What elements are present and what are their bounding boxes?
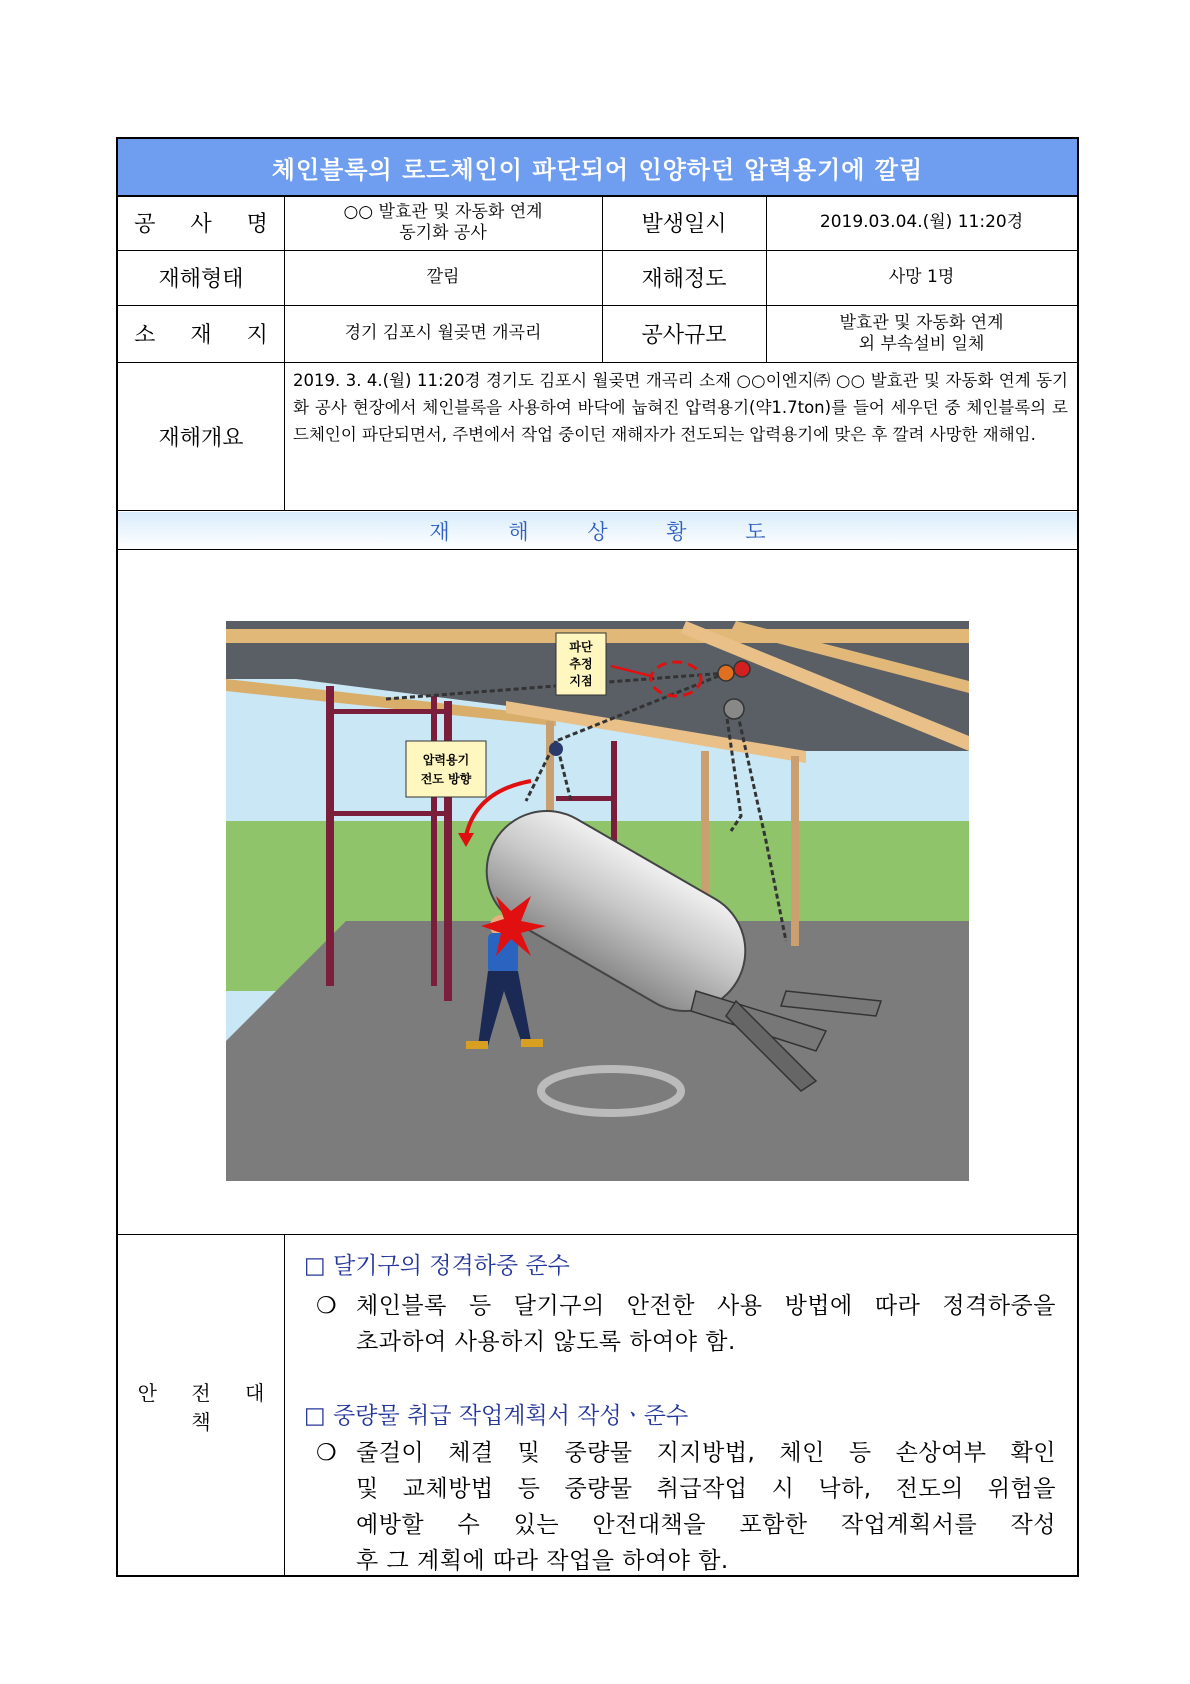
summary-label-cell — [118, 362, 284, 510]
safety-bullet-2-line-4: 후 그 계획에 따라 작업을 하여야 함. — [356, 1548, 729, 1574]
report-title: 체인블록의 로드체인이 파단되어 인양하던 압력용기에 깔림 — [271, 155, 924, 184]
severity-value-cell — [766, 250, 1077, 305]
row-divider — [118, 549, 1077, 550]
bullet-mark: ❍ — [316, 1293, 338, 1319]
type-value: 깔림 — [426, 267, 460, 287]
chain-block-hook — [718, 665, 734, 681]
fall-callout-line-1: 압력용기 — [422, 753, 470, 767]
severity-value: 사망 1명 — [888, 267, 955, 287]
col-divider — [284, 1234, 285, 1577]
scale-label: 공사규모 — [641, 323, 727, 348]
type-label: 재해형태 — [158, 267, 244, 292]
summary-label: 재해개요 — [158, 425, 244, 451]
date-label: 발생일시 — [641, 212, 727, 237]
project-name-label-cell — [118, 195, 284, 250]
bullet-mark: ❍ — [316, 1440, 338, 1466]
safety-bullet-1-line-1: 체인블록 등 달기구의 안전한 사용 방법에 따라 정격하중을 — [356, 1293, 1056, 1319]
project-name-label: 공 사 명 — [134, 212, 282, 237]
safety-heading-2: □ 중량물 취급 작업계획서 작성ㆍ준수 — [304, 1403, 689, 1429]
date-label-cell — [602, 195, 766, 250]
safety-bullet-1-line-2: 초과하여 사용하지 않도록 하여야 함. — [356, 1329, 736, 1355]
fall-callout-box — [406, 741, 486, 797]
scale-value-cell — [766, 305, 1077, 362]
project-name-value-line-1: ○○ 발효관 및 자동화 연계 — [343, 201, 543, 222]
break-callout-line-2: 추정 — [569, 657, 593, 671]
type-value-cell — [284, 250, 602, 305]
title-bar — [118, 139, 1077, 197]
safety-heading-1: □ 달기구의 정격하중 준수 — [304, 1253, 570, 1279]
fall-callout-line-2: 전도 방향 — [420, 772, 472, 786]
safety-bullet-2-line-3: 예방할 수 있는 안전대책을 포함한 작업계획서를 작성 — [356, 1512, 1056, 1538]
location-label: 소 재 지 — [134, 323, 282, 348]
scale-value-line-1: 발효관 및 자동화 연계 — [839, 312, 1004, 333]
steel-column — [431, 696, 437, 986]
timber-column — [791, 756, 799, 946]
safety-bullet-2-line-2: 및 교체방법 등 중량물 취급작업 시 낙하, 전도의 위험을 — [356, 1476, 1056, 1502]
scale-label-cell — [602, 305, 766, 362]
severity-label-cell — [602, 250, 766, 305]
scale-value-line-2: 외 부속설비 일체 — [858, 333, 985, 354]
steel-brace — [556, 796, 611, 801]
trolley-hoist — [549, 742, 563, 756]
project-name-value-cell — [284, 195, 602, 250]
accident-illustration — [226, 621, 969, 1181]
location-value: 경기 김포시 월곶면 개곡리 — [344, 323, 542, 343]
summary-text: 2019. 3. 4.(월) 11:20경 경기도 김포시 월곶면 개곡리 소재 ○○이엔지㈜ ○○ 발효관 및 자동화 연계 동기화 공사 현장에서 체인블록을 사용하여 바닥에 눕혀진 압력용기(약1.7ton)를 들어 세우던 중 체인블록의 로드체인이 파단되면서, 주변에서 작업 중이던 재해자가 전도되는 압력용기에 맞은 후 깔려 사망한 재해임. — [293, 371, 1068, 444]
row-divider — [118, 510, 1077, 511]
safety-label-cell — [118, 1234, 284, 1577]
accident-report-sheet — [116, 137, 1079, 1577]
break-callout-line-1: 파단 — [569, 640, 593, 654]
severity-label: 재해정도 — [641, 267, 727, 292]
safety-bullet-2-line-1: 줄걸이 체결 및 중량물 지지방법, 체인 등 손상여부 확인 — [356, 1440, 1056, 1466]
location-value-cell — [284, 305, 602, 362]
steel-brace — [334, 709, 444, 714]
situation-heading-bar — [118, 512, 1077, 549]
situation-heading: 재 해 상 황 도 — [429, 519, 792, 544]
safety-label: 안 전 대 책 — [137, 1380, 279, 1434]
location-label-cell — [118, 305, 284, 362]
date-value-cell — [766, 195, 1077, 250]
type-label-cell — [118, 250, 284, 305]
steel-brace — [334, 811, 444, 816]
chain-block-body — [734, 661, 750, 677]
chain-block-pulley — [724, 699, 744, 719]
date-value: 2019.03.04.(월) 11:20경 — [819, 212, 1024, 232]
steel-column — [326, 686, 334, 986]
break-callout-line-3: 지점 — [569, 674, 593, 688]
project-name-value-line-2: 동기화 공사 — [399, 222, 487, 243]
